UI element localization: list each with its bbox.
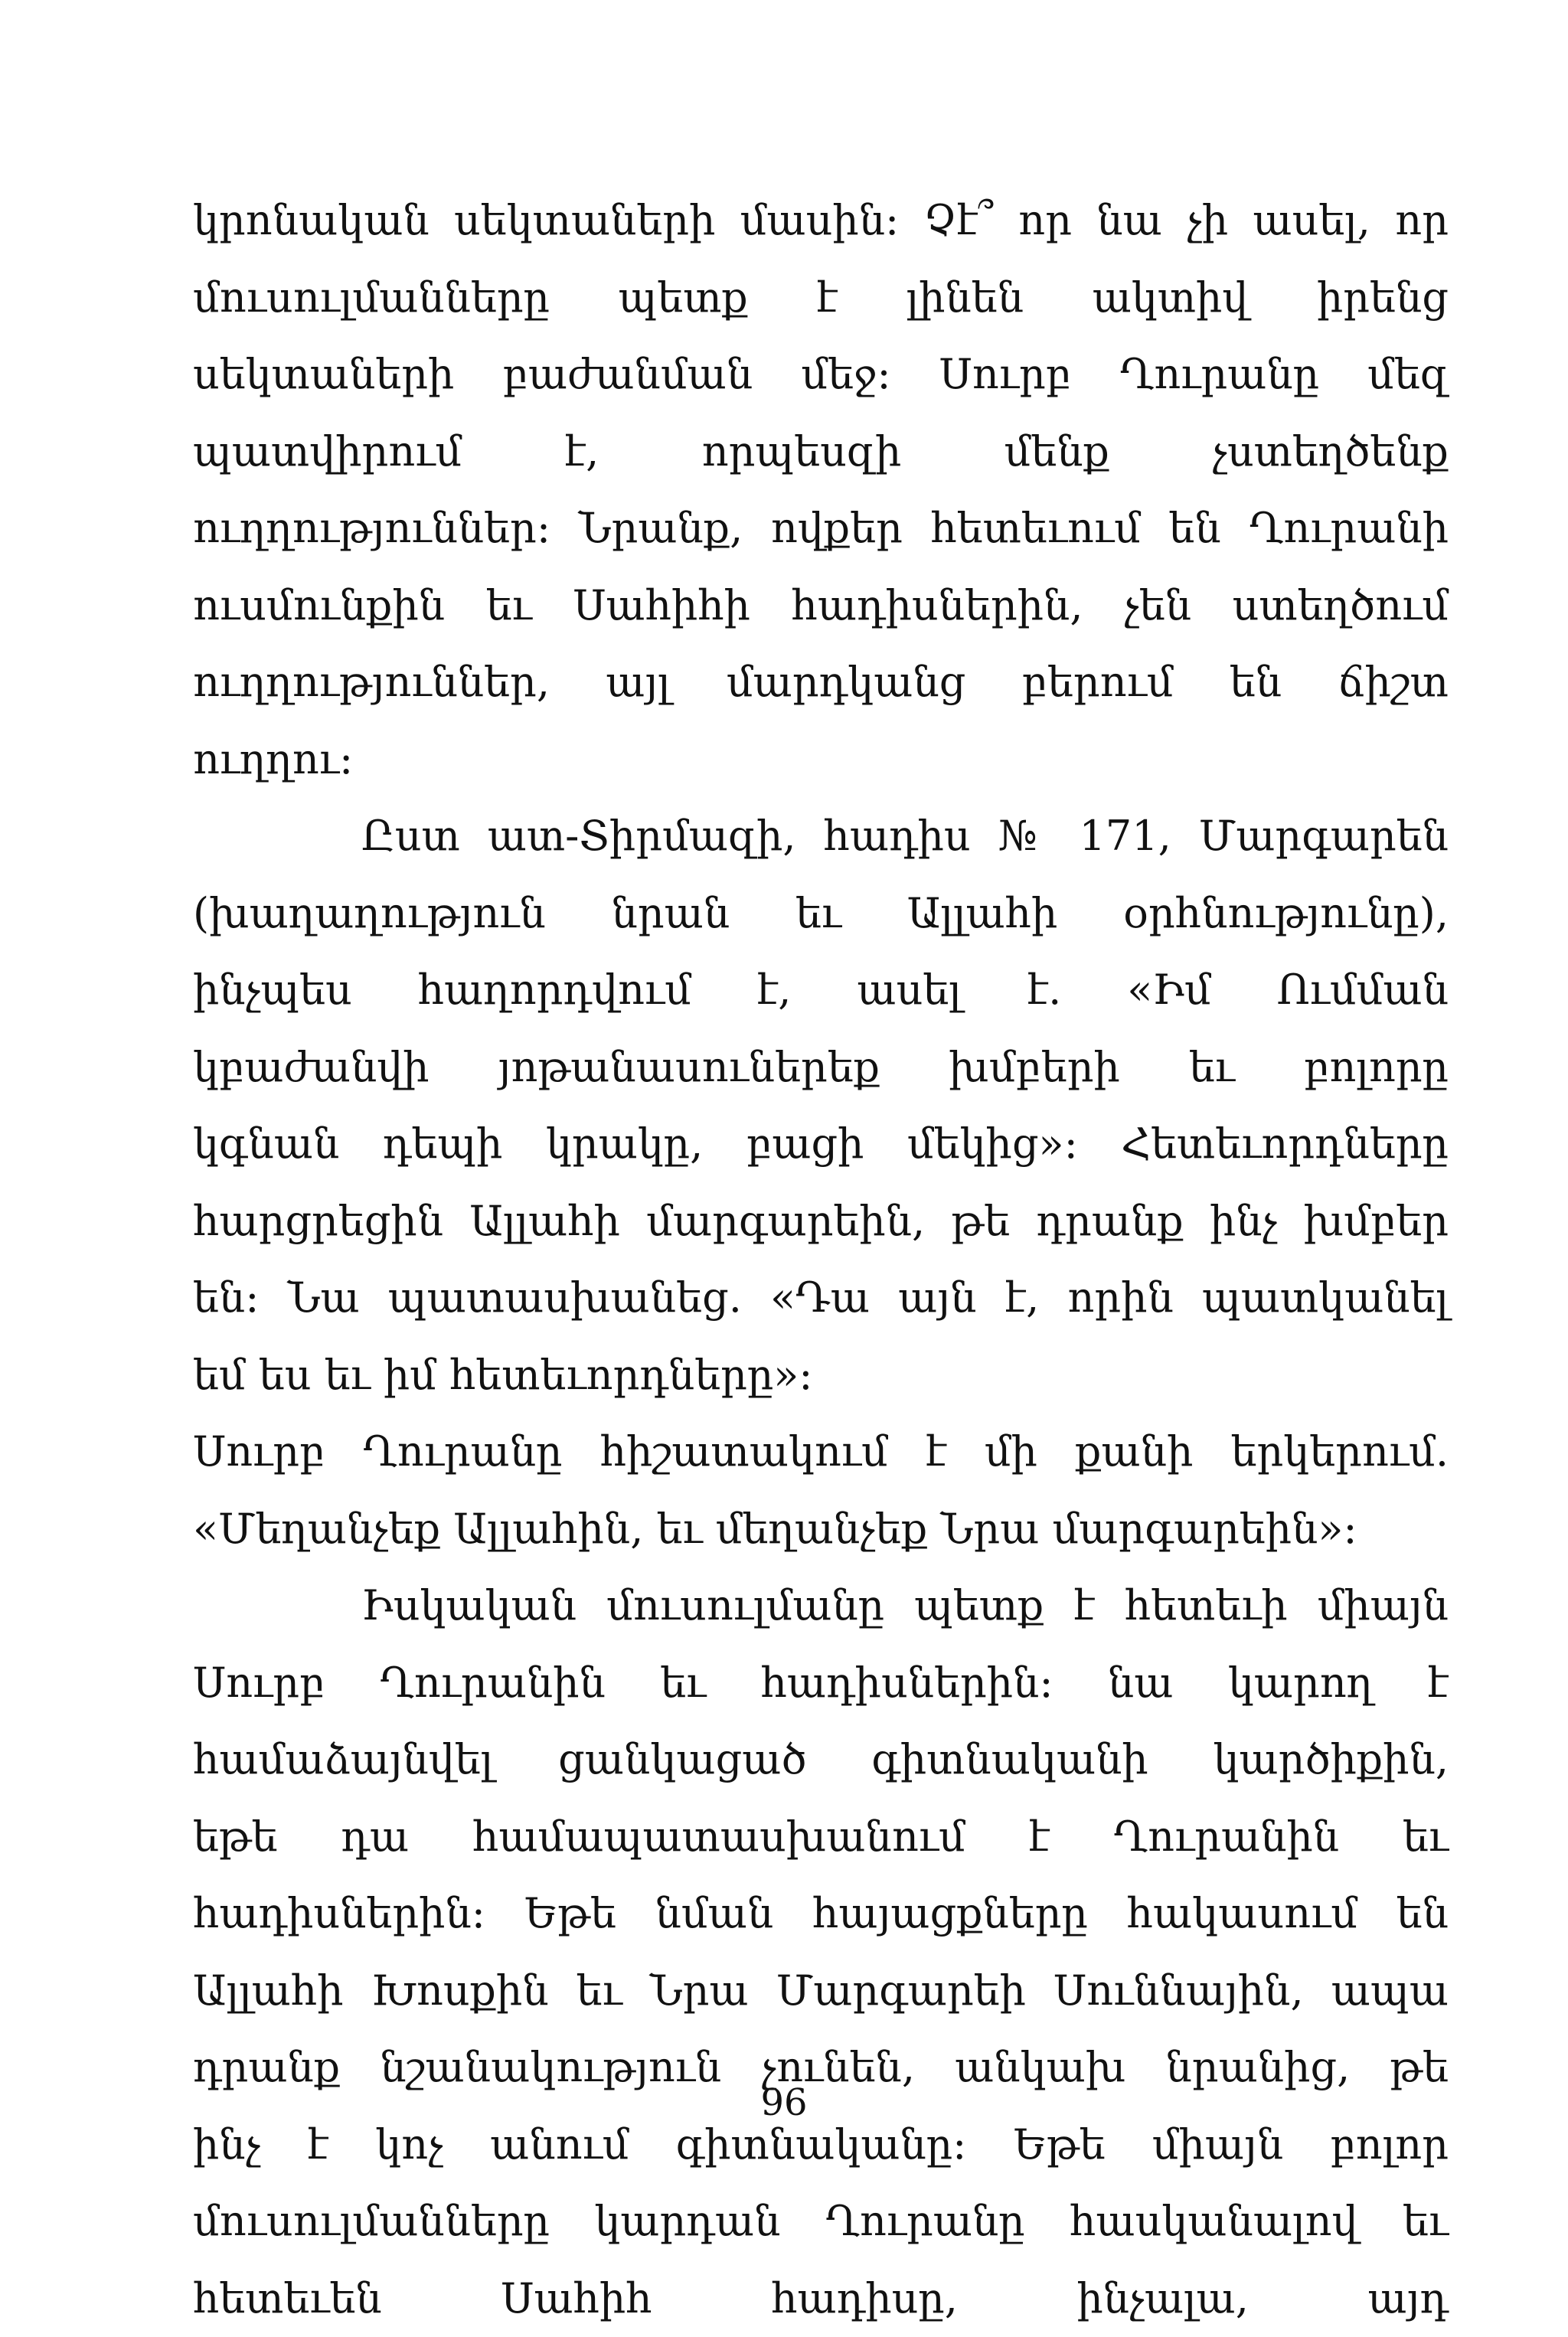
text-line: Իսկական մուսուլմանը պետք է հետեւի միայն: [193, 1567, 1449, 1645]
text-line: ինչ է կոչ անում գիտնականը: Եթե միայն բոլոր: [193, 2107, 1449, 2184]
text-line: ուղղություններ, այլ մարդկանց բերում են ճիշտ: [193, 644, 1449, 721]
text-line: Սուրբ Ղուրանը հիշատակում է մի քանի երկերում.: [193, 1414, 1449, 1491]
text-line: (խաղաղություն նրան եւ Ալլահի օրհնությունը),: [193, 875, 1449, 953]
text-line: կբաժանվի յոթանասուներեք խմբերի եւ բոլորը: [193, 1029, 1449, 1106]
text-line: հարցրեցին Ալլահի մարգարեին, թե դրանք ինչ խմբեր: [193, 1183, 1449, 1260]
text-line: հետեւեն Սահիհ հադիսը, ինչալա, այդ: [193, 2260, 1449, 2337]
text-line: կգնան դեպի կրակը, բացի մեկից»: Հետեւորդները: [193, 1106, 1449, 1183]
text-line: մուսուլմանները կարդան Ղուրանը հասկանալով եւ: [193, 2183, 1449, 2260]
text-line: «Մեղանչեք Ալլահին, եւ մեղանչեք Նրա մարգարեին»:: [193, 1491, 1449, 1568]
body-text: [193, 182, 1449, 2337]
text-line: եմ ես եւ իմ հետեւորդները»:: [193, 1337, 1449, 1414]
text-line: հադիսներին: Եթե նման հայացքները հակասում են: [193, 1875, 1449, 1953]
text-line: են: Նա պատասխանեց. «Դա այն է, որին պատկանել: [193, 1260, 1449, 1337]
page-number: 96: [0, 2072, 1568, 2133]
text-line: Սուրբ Ղուրանին եւ հադիսներին: նա կարող է: [193, 1645, 1449, 1722]
text-line: ուղղություններ: Նրանք, ովքեր հետեւում են Ղուրանի: [193, 490, 1449, 567]
text-line: պատվիրում է, որպեսզի մենք չստեղծենք: [193, 413, 1449, 491]
text-line: ուսմունքին եւ Սահիհի հադիսներին, չեն ստեղծում: [193, 567, 1449, 645]
text-line: դրանք նշանակություն չունեն, անկախ նրանից, թե: [193, 2029, 1449, 2107]
text-line: մուսուլմանները պետք է լինեն ակտիվ իրենց: [193, 260, 1449, 337]
text-line: ինչպես հաղորդվում է, ասել է. «Իմ Ումման: [193, 952, 1449, 1029]
text-line: ուղղու:: [193, 721, 1449, 799]
text-line: Ըստ ատ-Տիրմազի, հադիս № 171, Մարգարեն: [193, 798, 1449, 875]
text-line: սեկտաների բաժանման մեջ: Սուրբ Ղուրանը մեզ: [193, 336, 1449, 413]
text-line: կրոնական սեկտաների մասին: Չէ՞ որ նա չի ասել, որ: [193, 182, 1449, 260]
text-line: համաձայնվել ցանկացած գիտնականի կարծիքին,: [193, 1721, 1449, 1799]
text-line: եթե դա համապատասխանում է Ղուրանին եւ: [193, 1799, 1449, 1876]
text-line: Ալլահի Խոսքին եւ Նրա Մարգարեի Սուննային, ապա: [193, 1953, 1449, 2030]
